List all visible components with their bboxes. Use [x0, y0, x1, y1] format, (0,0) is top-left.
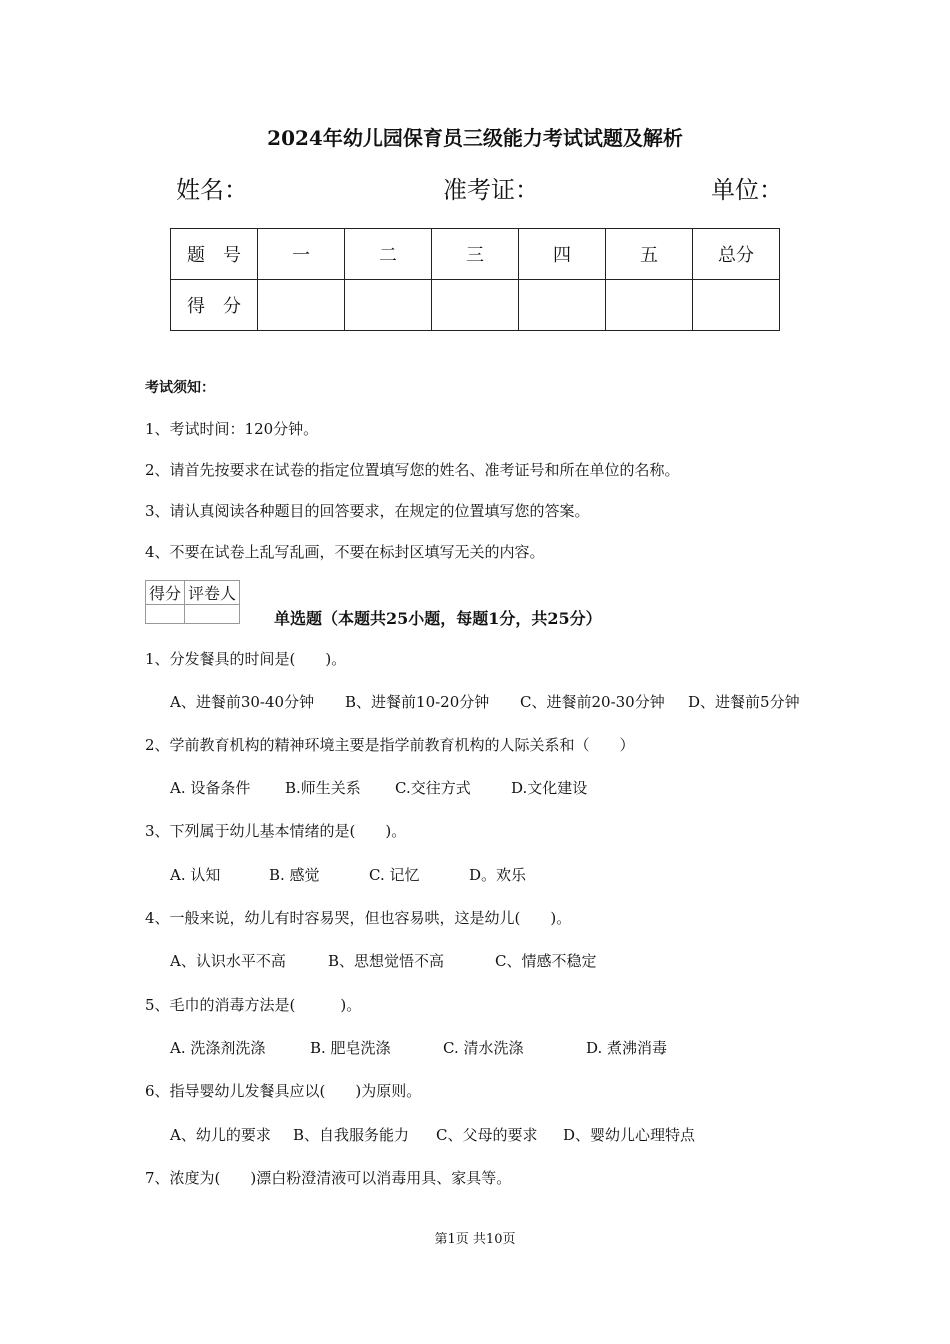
score-table-header-cell: 四 — [519, 229, 606, 280]
question-options — [170, 1124, 695, 1145]
option: B、思想觉悟不高 — [328, 952, 445, 970]
question-text: 4、一般来说，幼儿有时容易哭，但也容易哄，这是幼儿( )。 — [145, 909, 572, 927]
question-text: 1、分发餐具的时间是( )。 — [145, 650, 347, 668]
grader-score-label: 得分 — [146, 581, 185, 605]
option: C. 清水洗涤 — [443, 1039, 524, 1057]
notice-item: 3、请认真阅读各种题目的回答要求，在规定的位置填写您的答案。 — [145, 502, 590, 520]
question-options — [170, 864, 526, 885]
exam-number-field-label: 准考证： — [443, 176, 539, 204]
option: D、进餐前5分钟 — [688, 693, 800, 711]
unit-field-label: 单位： — [711, 176, 783, 204]
score-cell[interactable] — [258, 280, 345, 331]
option: A. 认知 — [170, 866, 221, 884]
option: C.交往方式 — [395, 779, 471, 797]
score-cell[interactable] — [693, 280, 780, 331]
option: A. 洗涤剂洗涤 — [170, 1039, 266, 1057]
score-cell[interactable] — [432, 280, 519, 331]
grader-box — [145, 580, 240, 624]
question-options — [170, 691, 800, 712]
score-table-header-row — [171, 229, 780, 280]
option: D。欢乐 — [469, 866, 527, 884]
section-title: 单选题（本题共25小题，每题1分，共25分） — [274, 609, 602, 628]
option: B. 肥皂洗涤 — [310, 1039, 391, 1057]
document-title: 2024年幼儿园保育员三级能力考试试题及解析 — [267, 126, 683, 150]
option: C. 记忆 — [369, 866, 420, 884]
notice-item: 4、不要在试卷上乱写乱画，不要在标封区填写无关的内容。 — [145, 543, 545, 561]
question-options — [170, 950, 596, 971]
score-table-header-cell: 二 — [345, 229, 432, 280]
score-table-header-cell: 总分 — [693, 229, 780, 280]
option: B、进餐前10-20分钟 — [345, 693, 490, 711]
score-table-header-cell: 五 — [606, 229, 693, 280]
question-options — [170, 777, 587, 798]
notice-item: 1、考试时间：120分钟。 — [145, 420, 319, 438]
grader-reviewer-cell[interactable] — [185, 605, 240, 624]
score-cell[interactable] — [606, 280, 693, 331]
grader-reviewer-label: 评卷人 — [185, 581, 240, 605]
option: D、婴幼儿心理特点 — [563, 1126, 696, 1144]
question-text: 5、毛巾的消毒方法是( )。 — [145, 996, 362, 1014]
score-cell[interactable] — [519, 280, 606, 331]
name-field-label: 姓名： — [176, 176, 248, 204]
option: C、情感不稳定 — [495, 952, 597, 970]
score-table-header-cell: 题 号 — [171, 229, 258, 280]
question-text: 3、下列属于幼儿基本情绪的是( )。 — [145, 822, 407, 840]
notice-heading: 考试须知： — [145, 380, 215, 396]
question-text: 6、指导婴幼儿发餐具应以( )为原则。 — [145, 1082, 422, 1100]
option: C、父母的要求 — [436, 1126, 538, 1144]
score-table-header-cell: 一 — [258, 229, 345, 280]
option: D. 煮沸消毒 — [586, 1039, 668, 1057]
question-options — [170, 1037, 667, 1058]
page-footer: 第1页 共10页 — [434, 1232, 516, 1247]
question-text: 7、浓度为( )漂白粉澄清液可以消毒用具、家具等。 — [145, 1169, 512, 1187]
option: A、进餐前30-40分钟 — [170, 693, 315, 711]
option: B. 感觉 — [269, 866, 320, 884]
option: A、幼儿的要求 — [170, 1126, 271, 1144]
grader-score-cell[interactable] — [146, 605, 185, 624]
score-table-score-row — [171, 280, 780, 331]
notice-item: 2、请首先按要求在试卷的指定位置填写您的姓名、准考证号和所在单位的名称。 — [145, 461, 680, 479]
option: D.文化建设 — [511, 779, 588, 797]
option: C、进餐前20-30分钟 — [520, 693, 665, 711]
score-table — [170, 228, 780, 331]
score-row-label: 得 分 — [171, 280, 258, 331]
option: A、认识水平不高 — [170, 952, 286, 970]
score-table-header-cell: 三 — [432, 229, 519, 280]
option: B.师生关系 — [285, 779, 361, 797]
option: A. 设备条件 — [170, 779, 251, 797]
score-cell[interactable] — [345, 280, 432, 331]
question-text: 2、学前教育机构的精神环境主要是指学前教育机构的人际关系和（ ） — [145, 736, 635, 754]
option: B、自我服务能力 — [293, 1126, 410, 1144]
